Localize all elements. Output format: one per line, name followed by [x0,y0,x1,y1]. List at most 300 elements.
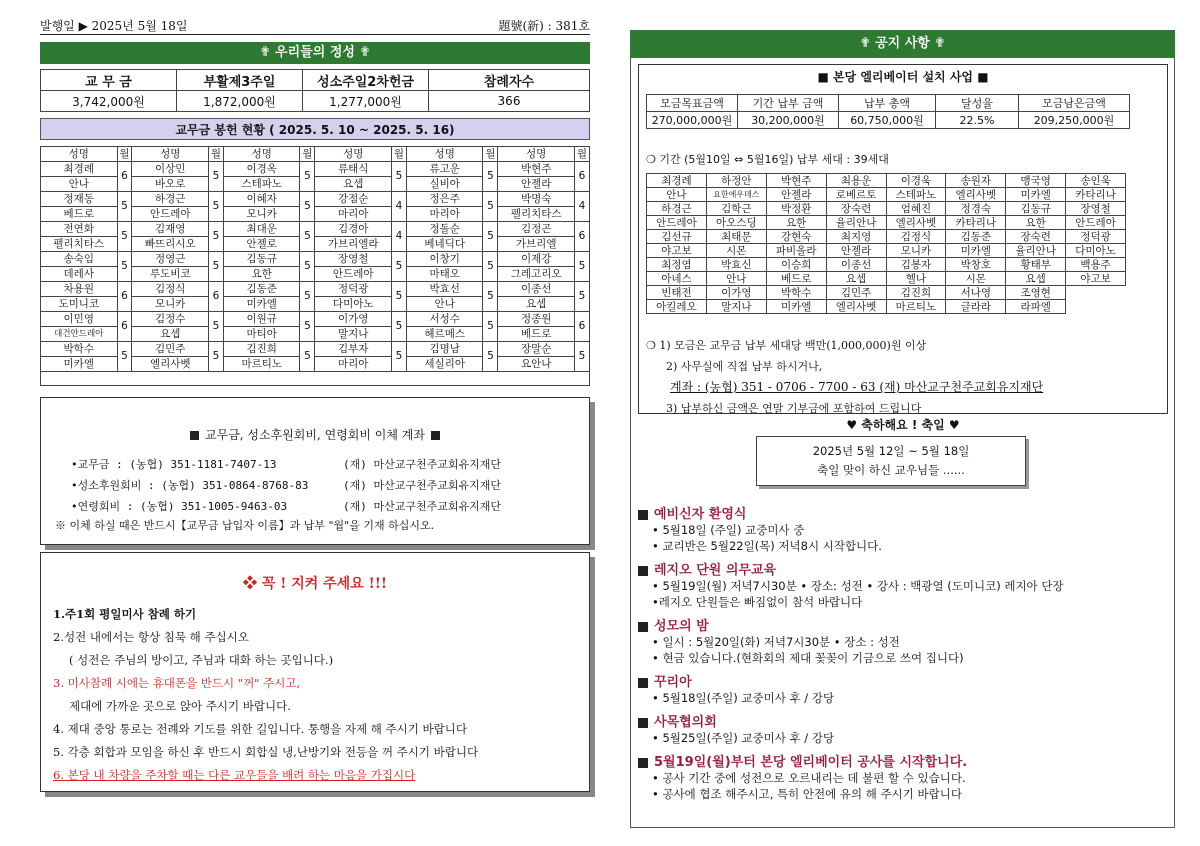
roster-month: 4 [574,192,589,222]
offering-value: 3,742,000원 [41,91,177,112]
donor-cell: 엘리사벳 [826,300,886,314]
roster-baptismal-name: 마태오 [406,267,483,282]
roster-month: 5 [300,162,315,192]
roster-month: 5 [117,222,132,252]
roster-header: 성명 [223,147,300,162]
offering-header: 성소주일2차헌금 [303,70,429,91]
donor-cell: 아네스 [647,272,707,286]
roster-month: 5 [209,342,224,372]
elevator-header: 모금남은금액 [1019,95,1130,112]
elevator-header: 달성율 [936,95,1019,112]
rules-title: ❖ 꼭 ! 지켜 주세요 !!! [242,576,388,592]
roster-name: 김부자 [315,342,392,357]
roster-baptismal-name: 안드레아 [132,207,209,222]
donor-cell: 김선규 [647,230,707,244]
roster-name: 류태식 [315,162,392,177]
roster-header: 월 [574,147,589,162]
roster-month: 5 [574,342,589,372]
roster-month: 5 [391,162,406,192]
period-line: ❍ 기간 (5월10일 ⇔ 5월16일) 납부 세대 : 39세대 [646,153,889,166]
roster-baptismal-name: 안나 [41,177,118,192]
donor-cell: 황태부 [1006,258,1066,272]
donor-cell: 조영현 [1006,286,1066,300]
roster-name: 김경아 [315,222,392,237]
roster-month: 6 [117,282,132,312]
birthday-title: ♥ 축하해요 ! 축일 ♥ [846,418,960,432]
donor-cell: 김진희 [886,286,946,300]
roster-name: 이가영 [315,312,392,327]
donor-cell: 송원자 [946,174,1006,188]
roster-month: 6 [574,312,589,342]
roster-header: 성명 [498,147,575,162]
donor-cell: 안나 [647,188,707,202]
donor-cell: 박정환 [766,202,826,216]
section-item: • 5월18일 (주일) 교중미사 중 [652,523,805,537]
roster-name: 장말순 [498,342,575,357]
roster-header: 월 [483,147,498,162]
roster-baptismal-name: 마리아 [315,357,392,372]
donor-cell: 백용주 [1066,258,1126,272]
notice-section: 예비신자 환영식 • 5월18일 (주일) 교중미사 중 • 교리반은 5월22일(목) 저녁8시 시작합니다. [638,503,1168,554]
square-icon [638,758,648,768]
roster-name: 정재동 [41,192,118,207]
roster-baptismal-name: 세실리아 [406,357,483,372]
section-item: •레지오 단원들은 빠짐없이 참석 바랍니다 [652,595,863,609]
roster-month: 5 [483,192,498,222]
donor-cell: 마르티노 [886,300,946,314]
roster-baptismal-name: 빠뜨리시오 [132,237,209,252]
donor-cell: 헬나 [886,272,946,286]
roster-name: 이제강 [498,252,575,267]
donor-cell: 다미아노 [1066,244,1126,258]
donor-cell: 김봉자 [886,258,946,272]
roster-baptismal-name: 요한 [223,267,300,282]
notice-section: 꾸리아 • 5월18일(주일) 교중미사 후 / 강당 [638,671,1168,706]
roster-name: 이창기 [406,252,483,267]
donor-cell: 안젤라 [826,244,886,258]
roster-month: 5 [300,192,315,222]
roster-month: 6 [209,282,224,312]
roster-month: 5 [300,342,315,372]
donor-cell: 안젤라 [766,188,826,202]
devotion-title: ✟ 우리들의 정성 ✟ [40,42,590,64]
elevator-value: 270,000,000원 [647,112,738,129]
donor-cell: 박효신 [706,258,766,272]
rules-box [40,552,590,792]
donor-cell: 야고보 [1066,272,1126,286]
donor-cell: 정덕광 [1066,230,1126,244]
offering-value: 366 [429,91,590,112]
rule-line: 6. 본당 내 차량을 주차할 때는 다른 교우들을 배려 하는 마음을 가집시다 [53,768,416,782]
section-item: • 5월19일(월) 저녁7시30분 • 장소: 성전 • 강사 : 백광열 (도미니코) 레지아 단장 [652,579,1064,593]
roster-month: 5 [300,312,315,342]
roster-name: 김진희 [223,342,300,357]
donor-cell: 스테파노 [886,188,946,202]
donor-cell: 미카엘 [766,300,826,314]
elevator-header: 기간 납부 금액 [738,95,839,112]
donor-cell: 요한 [766,216,826,230]
roster-baptismal-name: 안젤로 [223,237,300,252]
roster-baptismal-name: 말지나 [315,327,392,342]
roster-month: 5 [117,342,132,372]
section-item: • 현금 있습니다.(현화회의 제대 꽃꽂이 기금으로 쓰여 집니다) [652,651,964,665]
donor-cell: 시몬 [946,272,1006,286]
roster-month: 5 [209,222,224,252]
roster-name: 전연화 [41,222,118,237]
section-item: • 공사 기간 중에 성전으로 오르내리는 데 불편 할 수 있습니다. [652,771,966,785]
donor-cell: 요셉 [1006,272,1066,286]
donor-cell: 이종선 [826,258,886,272]
roster-month: 5 [391,312,406,342]
square-icon [638,718,648,728]
circle-icon: ❍ [646,153,660,166]
donor-cell: 김동준 [946,230,1006,244]
circle-icon: ❍ [646,339,660,352]
roster-baptismal-name: 모니카 [223,207,300,222]
donor-cell: 요셉 [826,272,886,286]
roster-baptismal-name: 안나 [406,297,483,312]
donor-cell: 카타리나 [1066,188,1126,202]
roster-name: 강점순 [315,192,392,207]
notice-section: 레지오 단원 의무교육 • 5월19일(월) 저녁7시30분 • 장소: 성전 • 강사 : 백광열 (도미니코) 레지아 단장 •레지오 단원들은 빠짐없이 참석 바랍니다 [638,559,1168,610]
roster-baptismal-name: 베드로 [41,207,118,222]
section-item: • 5월25일(주일) 교중미사 후 / 강당 [652,731,835,745]
donor-cell: 최지영 [826,230,886,244]
donor-cell: 안나 [706,272,766,286]
roster-month: 5 [209,162,224,192]
roster-month: 5 [574,282,589,312]
donor-cell: 라파엘 [1006,300,1066,314]
roster-baptismal-name: 마르티노 [223,357,300,372]
birthday-line: 2025년 5월 12일 ~ 5월 18일 [812,444,970,458]
roster-header: 월 [209,147,224,162]
roster-month: 4 [391,222,406,252]
account-row: •교무금 : (농협) 351-1181-7407-13 (재) 마산교구천주교회유지재단 [71,458,502,471]
roster-name: 서성수 [406,312,483,327]
roster-header: 월 [117,147,132,162]
roster-month: 5 [574,252,589,282]
donor-cell: 정경숙 [946,202,1006,216]
roster-name: 박효선 [406,282,483,297]
roster-baptismal-name: 데레사 [41,267,118,282]
roster-name: 류고운 [406,162,483,177]
notice-title: ✟ 공지 사항 ✟ [630,30,1175,58]
accounts-list [71,454,501,517]
roster-month: 5 [300,252,315,282]
roster-baptismal-name: 가브리엘 [498,237,575,252]
donor-cell: 최정염 [647,258,707,272]
section-item: • 공사에 협조 해주시고, 특히 안전에 유의 해 주시기 바랍니다 [652,787,962,801]
donor-table [646,173,1126,314]
roster-baptismal-name: 루도비코 [132,267,209,282]
accounts-box [40,397,590,545]
roster-month: 5 [391,282,406,312]
roster-baptismal-name: 헤르메스 [406,327,483,342]
elevator-title: ■ 본당 엘리베이터 설치 사업 ■ [817,70,989,84]
accounts-note: ※ 이체 하실 때은 반드시【교무금 납입자 이름】과 납부 "월"을 기재 하십시오. [55,519,435,532]
donor-cell: 김민주 [826,286,886,300]
roster-name: 김명남 [406,342,483,357]
roster-header: 성명 [132,147,209,162]
rule-line: 1.주1회 평일미사 참례 하기 [53,607,197,621]
notice-section: 성모의 밤 • 일시 : 5월20일(화) 저녁7시30분 • 장소 : 성전 • 현금 있습니다.(현화회의 제대 꽃꽂이 기금으로 쓰여 집니다) [638,615,1168,666]
roster-name: 김정수 [132,312,209,327]
roster-baptismal-name: 마티아 [223,327,300,342]
roster-baptismal-name: 요셉 [315,177,392,192]
offering-value: 1,872,000원 [177,91,303,112]
roster-month: 4 [391,192,406,222]
donor-cell: 서나영 [946,286,1006,300]
donor-cell: 요한에우데스 [706,188,766,202]
roster-name: 최경례 [41,162,118,177]
roster-name: 이종선 [498,282,575,297]
roster-name: 김재영 [132,222,209,237]
roster-month: 5 [483,342,498,372]
donor-cell: 이가영 [706,286,766,300]
donor-cell: 엘리사벳 [946,188,1006,202]
roster-name: 이원규 [223,312,300,327]
donor-cell: 엘리사벳 [886,216,946,230]
roster-baptismal-name: 모니카 [132,297,209,312]
rule-line: 제대에 가까운 곳으로 앉아 주시기 바랍니다. [69,699,291,713]
rule-line: 2.성전 내에서는 항상 침묵 해 주십시오 [53,630,249,644]
roster-baptismal-name: 펠리치타스 [41,237,118,252]
donor-cell: 미카엘 [1006,188,1066,202]
roster-name: 송숙임 [41,252,118,267]
donor-cell: 카타리나 [946,216,1006,230]
roster-month: 5 [209,252,224,282]
donor-cell: 이승희 [766,258,826,272]
square-icon [638,510,648,520]
roster-baptismal-name: 엘리사벳 [132,357,209,372]
notice-section: 5월19일(월)부터 본당 엘리베이터 공사를 시작합니다. • 공사 기간 중에 성전으로 오르내리는 데 불편 할 수 있습니다. • 공사에 협조 해주시고, 특히 안전에 유의 해 주시기 바랍니다 [638,751,1168,802]
donor-cell: 최경례 [647,174,707,188]
roster-baptismal-name: 그레고리오 [498,267,575,282]
roster-baptismal-name: 베네딕다 [406,237,483,252]
donor-cell: 이경욱 [886,174,946,188]
elevator-table [646,94,1130,129]
elevator-value: 30,200,000원 [738,112,839,129]
roster-baptismal-name: 미카엘 [223,297,300,312]
roster-baptismal-name: 대건안드레아 [41,327,118,342]
roster-name: 이혜자 [223,192,300,207]
roster-month: 5 [300,282,315,312]
roster-month: 6 [117,312,132,342]
roster-baptismal-name: 안젤라 [498,177,575,192]
roster-baptismal-name: 베드로 [498,327,575,342]
square-icon [638,622,648,632]
donor-cell: 아오스딩 [706,216,766,230]
donor-cell: 송인욱 [1066,174,1126,188]
issue-date: 발행일 ▶ 2025년 5월 18일 [40,19,188,33]
roster-month: 5 [483,252,498,282]
roster-name: 김정식 [132,282,209,297]
roster-header: 월 [391,147,406,162]
donor-cell: 빈태전 [647,286,707,300]
roster-baptismal-name: 요셉 [132,327,209,342]
donor-cell: 율리안나 [1006,244,1066,258]
donor-cell: 최태문 [706,230,766,244]
donor-cell: 장숙련 [826,202,886,216]
elevator-account: 계좌 : (농협) 351 - 0706 - 7700 - 63 (재) 마산교구천주교회유지재단 [670,380,1044,394]
roster-name: 정돌순 [406,222,483,237]
donor-cell: 야고보 [647,244,707,258]
elevator-note: 2) 사무실에 직접 납부 하시거나, [666,360,823,373]
roster-title: 교무금 봉헌 현황 ( 2025. 5. 10 ~ 2025. 5. 16) [40,118,590,140]
roster-month: 6 [574,162,589,192]
notice-sections [638,503,1168,802]
donor-cell: 하정안 [706,174,766,188]
donor-cell: 김정식 [886,230,946,244]
roster-baptismal-name: 미카엘 [41,357,118,372]
roster-month: 5 [117,252,132,282]
square-icon [638,678,648,688]
roster-month: 6 [117,162,132,192]
offering-header: 교 무 금 [41,70,177,91]
donor-cell: 박창호 [946,258,1006,272]
offering-header: 부활제3주일 [177,70,303,91]
roster-baptismal-name: 요안나 [498,357,575,372]
offering-header: 참례자수 [429,70,590,91]
roster-month: 5 [300,222,315,252]
roster-month: 5 [483,312,498,342]
roster-name: 박현주 [498,162,575,177]
roster-header: 월 [300,147,315,162]
elevator-value: 22.5% [936,112,1019,129]
roster-name: 하경근 [132,192,209,207]
roster-name: 이민영 [41,312,118,327]
notice-section: 사목협의회 • 5월25일(주일) 교중미사 후 / 강당 [638,711,1168,746]
section-item: • 5월18일(주일) 교중미사 후 / 강당 [652,691,835,705]
roster-name: 박학수 [41,342,118,357]
roster-name: 정덕광 [315,282,392,297]
elevator-header: 모금목표금액 [647,95,738,112]
rule-line: 5. 각층 회합과 모임을 하신 후 반드시 회합실 냉,난방기와 전등을 꺼 주시기 바랍니다 [53,745,479,759]
rules-list [53,603,478,787]
roster-name: 이경옥 [223,162,300,177]
roster-baptismal-name: 요셉 [498,297,575,312]
donor-cell: 하경근 [647,202,707,216]
donor-cell: 요한 [1006,216,1066,230]
rule-line: 3. 미사참례 시에는 휴대폰을 반드시 "꺼" 주시고, [53,676,301,690]
rule-line: 4. 제대 중앙 통로는 전례와 기도를 위한 길입니다. 통행을 자제 해 주시기 바랍니다 [53,722,467,736]
elevator-value: 60,750,000원 [839,112,936,129]
donor-cell: 미카엘 [946,244,1006,258]
roster-month: 5 [209,192,224,222]
roster-name: 김동준 [223,282,300,297]
roster-name: 이상민 [132,162,209,177]
roster-baptismal-name: 도미니코 [41,297,118,312]
square-icon [638,566,648,576]
elevator-note: ❍ 1) 모금은 교무금 납부 세대당 백만(1,000,000)원 이상 [646,339,927,352]
roster-month: 5 [483,162,498,192]
roster-baptismal-name: 실비아 [406,177,483,192]
donor-cell: 최용운 [826,174,886,188]
roster-baptismal-name: 다미아노 [315,297,392,312]
donor-cell: 박현주 [766,174,826,188]
roster-name: 정종원 [498,312,575,327]
roster-month: 5 [391,252,406,282]
elevator-note: 3) 납부하신 금액은 연말 기부금에 포함하여 드립니다 [666,402,922,415]
donor-cell: 강현숙 [766,230,826,244]
roster-header: 성명 [315,147,392,162]
roster-header: 성명 [406,147,483,162]
account-row: •연령회비 : (농협) 351-1005-9463-03 (재) 마산교구천주교회유지재단 [71,500,502,513]
section-item: • 일시 : 5월20일(화) 저녁7시30분 • 장소 : 성전 [652,635,900,649]
issue-number: 題號(新) : 381호 [498,19,590,33]
donor-cell: 장영철 [1066,202,1126,216]
rule-line: ( 성전은 주님의 방이고, 주님과 대화 하는 곳입니다.) [69,653,334,667]
roster-month: 5 [117,192,132,222]
roster-name: 정은주 [406,192,483,207]
donor-cell: 엄혜진 [886,202,946,216]
roster-month: 5 [209,312,224,342]
birthday-line: 축일 맞이 하신 교우님들 ...... [817,463,965,477]
donor-cell: 김동규 [1006,202,1066,216]
donor-cell: 시몬 [706,244,766,258]
roster-baptismal-name: 안드레아 [315,267,392,282]
square-icon [431,431,440,440]
roster-baptismal-name: 마리아 [315,207,392,222]
roster-month: 5 [483,282,498,312]
donor-cell [1066,286,1126,300]
roster-name: 최대운 [223,222,300,237]
donor-cell: 박학수 [766,286,826,300]
birthday-box [756,436,1026,486]
donor-cell: 안드레아 [1066,216,1126,230]
roster-name: 김정곤 [498,222,575,237]
elevator-value: 209,250,000원 [1019,112,1130,129]
donor-cell: 장숙련 [1006,230,1066,244]
section-item: • 교리반은 5월22일(목) 저녁8시 시작합니다. [652,539,882,553]
roster-header: 성명 [41,147,118,162]
roster-name: 정영근 [132,252,209,267]
roster-month: 5 [483,222,498,252]
roster-baptismal-name: 가브리엘라 [315,237,392,252]
donor-cell: 파비올라 [766,244,826,258]
offering-value: 1,277,000원 [303,91,429,112]
donor-cell: 모니카 [886,244,946,258]
donor-cell: 안드레아 [647,216,707,230]
roster-baptismal-name: 스테파노 [223,177,300,192]
donor-cell: 로베르토 [826,188,886,202]
square-icon [190,431,199,440]
donor-cell [1066,300,1126,314]
elevator-header: 납부 총액 [839,95,936,112]
roster-name: 김민주 [132,342,209,357]
accounts-title: 교무금, 성소후원회비, 연령회비 이체 계좌 [205,428,425,442]
donor-cell: 율리안나 [826,216,886,230]
donor-cell: 말지나 [706,300,766,314]
donor-cell: 베드로 [766,272,826,286]
account-row: •성소후원회비 : (농협) 351-0864-8768-83 (재) 마산교구천주교회유지재단 [71,479,502,492]
roster-baptismal-name: 바오로 [132,177,209,192]
roster-month: 6 [574,222,589,252]
roster-table [40,146,590,386]
roster-name: 박명숙 [498,192,575,207]
donor-cell: 맹국영 [1006,174,1066,188]
roster-month: 5 [391,342,406,372]
offering-table [40,69,590,112]
roster-name: 장영철 [315,252,392,267]
elevator-notes [646,335,1043,419]
donor-cell: 글라라 [946,300,1006,314]
roster-name: 김동규 [223,252,300,267]
roster-baptismal-name: 마리아 [406,207,483,222]
donor-cell: 아킬레오 [647,300,707,314]
donor-cell: 김학근 [706,202,766,216]
roster-blank-row [41,372,590,386]
